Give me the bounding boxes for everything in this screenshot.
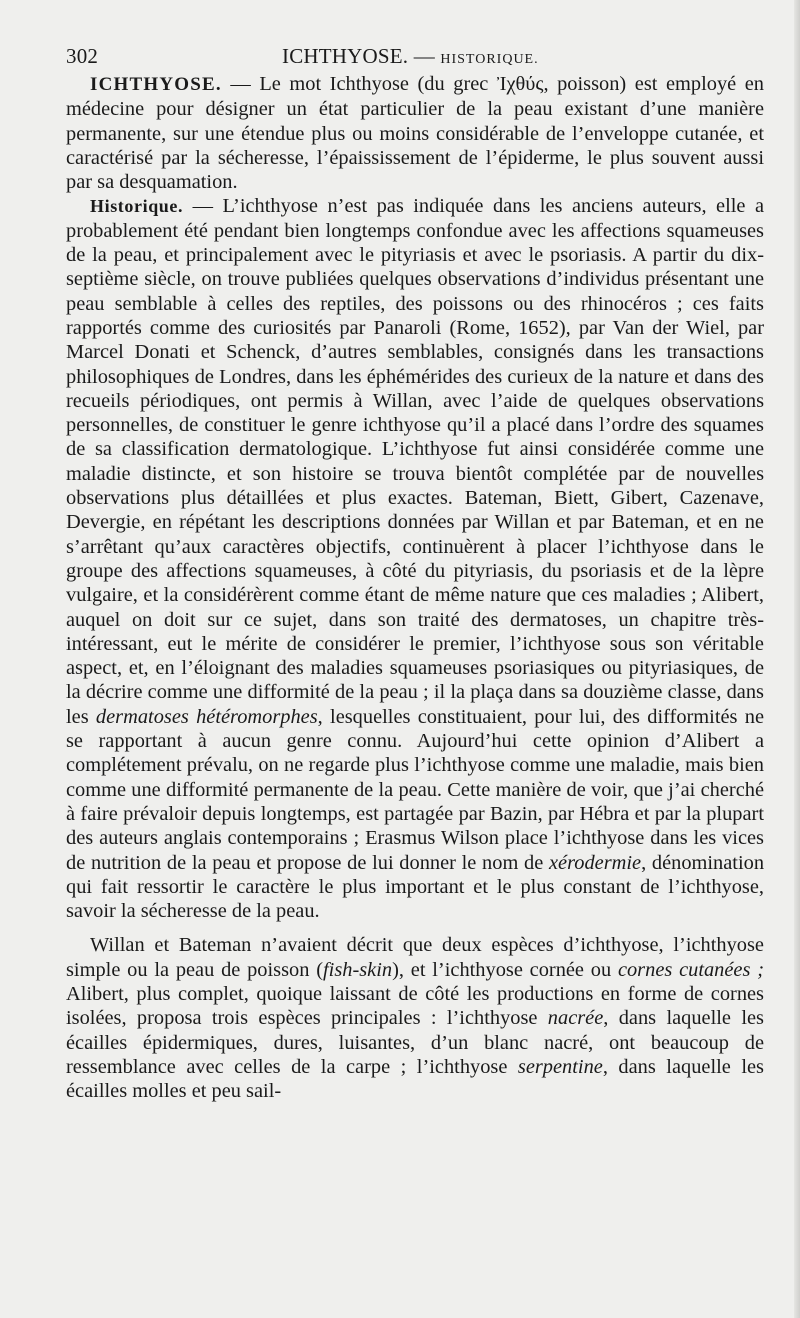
- species-text-5: , dans laquelle les écailles molles et peu sail-: [66, 1055, 764, 1103]
- running-title-main: ICHTHYOSE. —: [282, 44, 441, 68]
- historique-italic-1: dermatoses hétéromorphes: [95, 705, 318, 728]
- definition-text: — Le mot Ichthyose (du grec Ἰχθύς, poisson) est employé en médecine pour désigner un état particulier de la peau existant d’une manière permanente, sur une étendue plus ou moins considérable de l’enveloppe cutanée, et caractérisé par la sécheresse, l’épaississement de l’épiderme, le plus souvent aussi par sa desquamation.: [66, 73, 764, 194]
- species-italic-4: serpentine: [517, 1055, 603, 1078]
- species-italic-2: cornes cutanées ;: [617, 958, 764, 981]
- historique-text-2: , lesquelles constituaient, pour lui, des difformités ne se rapportant à aucun genre connu. Aujourd’hui cette opinion d’Alibert a complétement prévalu, on ne regarde plus l’ichthyose comme une maladie, mais bien comme une difformité permanente de la peau. Cette manière de voir, que j’ai cherché à faire prévaloir depuis longtemps, est partagée par Bazin, par Hébra et par la plupart des auteurs anglais contemporains ; Erasmus Wilson place l’ichthyose dans les vices de nutrition de la peau et propose de lui donner le nom de: [66, 705, 764, 874]
- paragraph-species: [66, 933, 764, 1103]
- section-heading: Historique.: [90, 196, 184, 217]
- body-text: [66, 72, 764, 1103]
- running-header: [66, 38, 764, 68]
- species-italic-1: fish-skin: [323, 958, 393, 981]
- running-title: [282, 44, 539, 69]
- paragraph-historique: [66, 194, 764, 923]
- historique-text-1: — L’ichthyose n’est pas indiquée dans les anciens auteurs, elle a probablement été pendant bien longtemps confondue avec les affections squameuses de la peau, et principalement avec le pityriasis et avec le psoriasis. A partir du dix-septième siècle, on trouve publiées quelques observations d’individus présentant une peau semblable à celles des reptiles, des poissons ou des rhinocéros ; ces faits rapportés comme des curiosités par Panaroli (Rome, 1652), par Van der Wiel, par Marcel Donati et Schenck, d’autres semblables, consignés dans les transactions philosophiques de Londres, dans les éphémérides des curieux de la nature et dans des recueils périodiques, ont permis à Willan, avec l’aide de quelques observations personnelles, de constituer le genre ichthyose qu’il a placé dans l’ordre des squames de sa classification dermatologique. L’ichthyose fut ainsi considérée comme une maladie distincte, et son histoire se trouva bientôt complétée par de nouvelles observations plus détaillées et plus exactes. Bateman, Biett, Gibert, Cazenave, Devergie, en répétant les descriptions données par Willan et par Bateman, et en ne s’arrêtant qu’aux caractères objectifs, continuèrent à placer l’ichthyose dans le groupe des affections squameuses, à côté du pityriasis, du psoriasis et de la lèpre vulgaire, et la considérèrent comme étant de même nature que ces maladies ; Alibert, auquel on doit sur ce sujet, dans son traité des dermatoses, un chapitre très-intéressant, eut le mérite de considérer le premier, l’ichthyose sous son véritable aspect, et, en l’éloignant des maladies squameuses psoriasiques ou pityriasiques, de la décrire comme une difformité de la peau ; il la plaça dans sa douzième classe, dans les: [66, 195, 764, 728]
- entry-heading: ICHTHYOSE.: [90, 74, 222, 95]
- species-text-1: Willan et Bateman n’avaient décrit que deux espèces d’ichthyose, l’ichthyose simple ou la peau de poisson (: [66, 934, 764, 981]
- species-text-4: , dans laquelle les écailles épidermiques, dures, luisantes, d’un blanc nacré, ont beaucoup de ressemblance avec celles de la carpe ; l’ichthyose: [66, 1007, 764, 1078]
- page-edge-shadow: [794, 0, 800, 1318]
- paragraph-gap: [66, 923, 764, 933]
- historique-text-3: , dénomination qui fait ressortir le caractère le plus important et le plus constant de l’ichthyose, savoir la sécheresse de la peau.: [66, 851, 765, 923]
- historique-italic-2: xérodermie: [548, 851, 642, 874]
- page-number: 302: [66, 44, 99, 68]
- species-text-2: ), et l’ichthyose cornée ou: [392, 958, 618, 981]
- paragraph-definition: [66, 72, 764, 194]
- species-text-3: Alibert, plus complet, quoique laissant de côté les productions en forme de cornes isolées, proposa trois espèces principales : l’ichthyose: [66, 982, 764, 1030]
- species-italic-3: nacrée: [547, 1007, 604, 1030]
- running-title-section: HISTORIQUE.: [440, 52, 539, 67]
